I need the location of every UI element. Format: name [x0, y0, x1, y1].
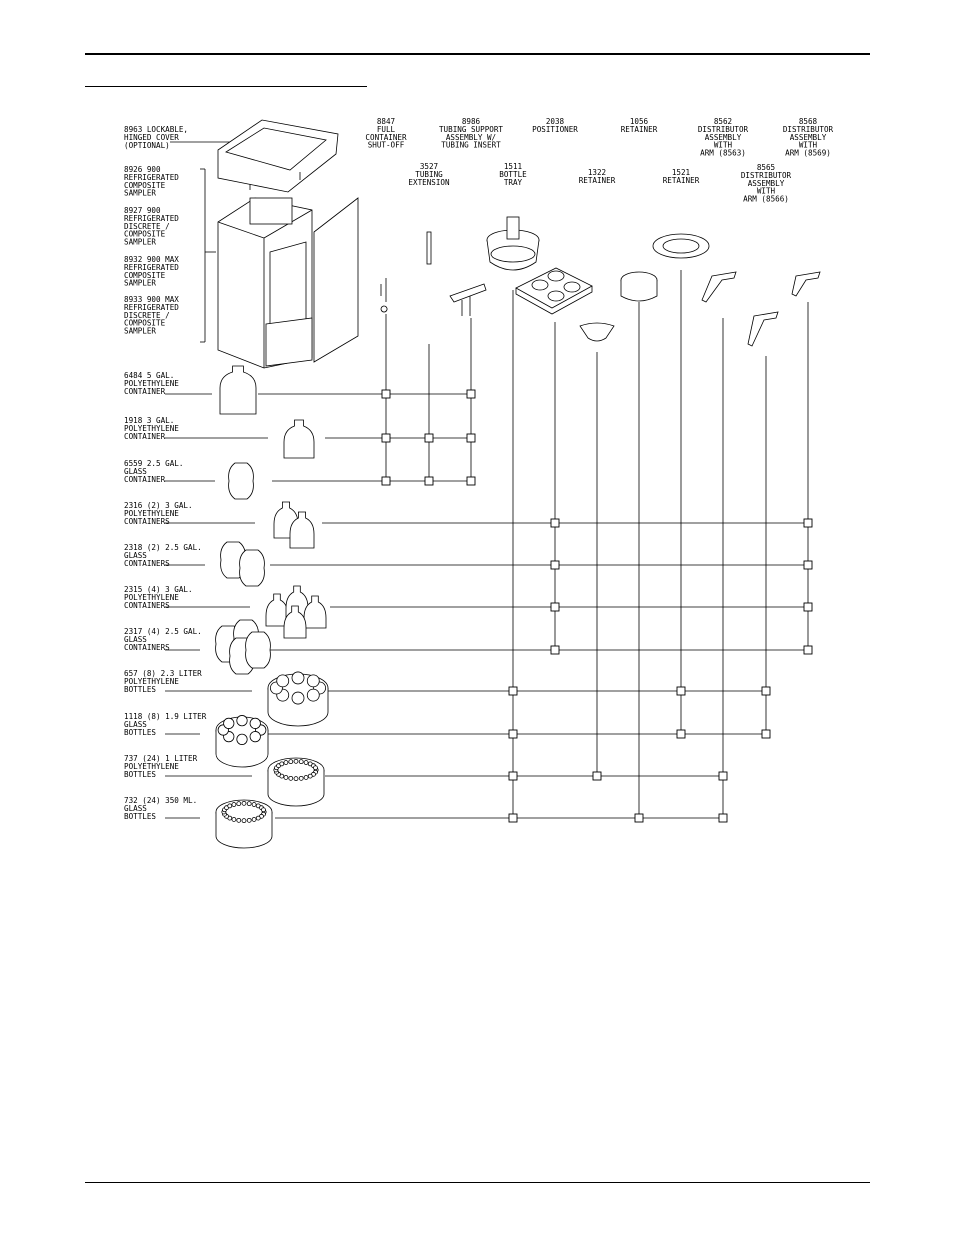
sampler-vent-drawing	[266, 318, 312, 366]
node-732-8562	[719, 814, 727, 822]
container-1118-drawing-bottle-1	[250, 731, 260, 741]
container-6559-drawing	[229, 463, 254, 499]
container-label-6484: 6484 5 GAL. POLYETHYLENE CONTAINER	[124, 371, 179, 396]
container-label-1918: 1918 3 GAL. POLYETHYLENE CONTAINER	[124, 416, 179, 441]
accessory-label-2038: 2038 POSITIONER	[532, 117, 578, 134]
retainer-1322-drawing	[580, 323, 614, 341]
container-737-drawing-bottle-3	[308, 774, 312, 778]
node-2316-8568	[804, 519, 812, 527]
part-drawings	[216, 120, 820, 848]
container-732-drawing-bottle-4	[252, 817, 256, 821]
retainer-1056-body	[621, 280, 657, 301]
container-732-drawing-bottle-20	[252, 803, 256, 807]
container-737-drawing-bottle-23	[313, 766, 317, 770]
accessory-label-1521: 1521 RETAINER	[662, 168, 700, 185]
container-737-drawing-bottle-17	[289, 760, 293, 764]
container-657-drawing-bottle-6	[292, 672, 304, 684]
container-657-drawing-bottle-1	[307, 689, 319, 701]
node-732-1511	[509, 814, 517, 822]
container-732-drawing-bottle-23	[261, 808, 265, 812]
node-2318-2038	[551, 561, 559, 569]
container-732-drawing-bottle-15	[228, 804, 232, 808]
sampler-door-drawing	[314, 198, 358, 362]
node-737-1511	[509, 772, 517, 780]
container-732-drawing-bottle-7	[237, 818, 241, 822]
container-737-drawing-bottle-4	[304, 775, 308, 779]
node-2316-2038	[551, 519, 559, 527]
container-6484-drawing	[220, 366, 256, 414]
container-732-drawing-bottle-18	[242, 801, 246, 805]
container-732-drawing-bottle-3	[256, 816, 260, 820]
container-1118-drawing-bottle-6	[237, 715, 247, 725]
container-label-657: 657 (8) 2.3 LITER POLYETHYLENE BOTTLES	[124, 669, 202, 694]
container-737-drawing-bottle-5	[299, 776, 303, 780]
container-label-2316: 2316 (2) 3 GAL. POLYETHYLENE CONTAINERS	[124, 501, 193, 526]
accessory-label-1056: 1056 RETAINER	[620, 117, 658, 134]
container-1918-drawing	[284, 420, 314, 458]
container-1118-drawing-bottle-2	[237, 734, 247, 744]
container-1118-drawing-bottle-7	[250, 718, 260, 728]
tubing-support-drawing	[450, 284, 486, 316]
node-2317-8568	[804, 646, 812, 654]
retainer-1521-inner	[663, 239, 699, 253]
container-737-drawing-bottle-19	[299, 760, 303, 764]
accessory-label-8986: 8986 TUBING SUPPORT ASSEMBLY W/ TUBING INSERT	[438, 117, 504, 150]
cover-label: 8963 LOCKABLE, HINGED COVER (OPTIONAL)	[124, 125, 189, 150]
distributor-8562-drawing	[702, 272, 736, 302]
node-1118-1521	[677, 730, 685, 738]
positioner-hole-4	[564, 282, 580, 292]
container-732-drawing-bottle-8	[232, 817, 236, 821]
shutoff-drawing	[381, 278, 387, 312]
container-657-drawing-bottle-5	[277, 675, 289, 687]
node-6484-8986	[467, 390, 475, 398]
container-label-2317: 2317 (4) 2.5 GAL. GLASS CONTAINERS	[124, 627, 202, 652]
container-label-2318: 2318 (2) 2.5 GAL. GLASS CONTAINERS	[124, 543, 202, 568]
bottle-tray-handle	[507, 217, 519, 239]
container-2317-drawing-d	[246, 632, 271, 668]
sampler-model-label-0: 8926 900 REFRIGERATED COMPOSITE SAMPLER	[124, 165, 179, 198]
accessory-label-8847: 8847 FULL CONTAINER SHUT-OFF	[365, 117, 407, 150]
node-1118-8565	[762, 730, 770, 738]
container-label-1118: 1118 (8) 1.9 LITER GLASS BOTTLES	[124, 712, 207, 737]
node-6484-8847	[382, 390, 390, 398]
container-2318-drawing-b	[240, 550, 265, 586]
node-2315-8568	[804, 603, 812, 611]
container-label-6559: 6559 2.5 GAL. GLASS CONTAINER	[124, 459, 184, 484]
container-label-737: 737 (24) 1 LITER POLYETHYLENE BOTTLES	[124, 754, 198, 779]
node-2318-8568	[804, 561, 812, 569]
container-737-drawing-bottle-15	[280, 762, 284, 766]
distributor-8565-drawing	[748, 312, 778, 346]
node-6559-8847	[382, 477, 390, 485]
container-label-2315: 2315 (4) 3 GAL. POLYETHYLENE CONTAINERS	[124, 585, 193, 610]
container-732-drawing-bottle-19	[247, 802, 251, 806]
sampler-model-label-3: 8933 900 MAX REFRIGERATED DISCRETE / COMPOSITE SAMPLER	[124, 295, 179, 336]
sampler-model-label-1: 8927 900 REFRIGERATED DISCRETE / COMPOSITE SAMPLER	[124, 206, 179, 247]
container-737-drawing-bottle-20	[304, 761, 308, 765]
tubing-extension-drawing	[427, 232, 431, 264]
container-732-drawing-bottle-17	[237, 802, 241, 806]
node-737-1322	[593, 772, 601, 780]
positioner-hole-1	[532, 280, 548, 290]
bottle-tray-ring	[491, 246, 535, 262]
node-732-1056	[635, 814, 643, 822]
node-1918-8986	[467, 434, 475, 442]
accessory-label-1511: 1511 BOTTLE TRAY	[499, 162, 527, 187]
node-2315-2038	[551, 603, 559, 611]
accessory-label-3527: 3527 TUBING EXTENSION	[408, 162, 450, 187]
container-732-drawing-bottle-5	[247, 818, 251, 822]
sampler-model-label-2: 8932 900 MAX REFRIGERATED COMPOSITE SAMPLER	[124, 255, 179, 288]
node-737-8562	[719, 772, 727, 780]
positioner-hole-2	[548, 271, 564, 281]
accessory-label-8562: 8562 DISTRIBUTOR ASSEMBLY WITH ARM (8563)	[697, 117, 749, 158]
container-737-drawing-bottle-18	[294, 759, 298, 763]
node-1918-3527	[425, 434, 433, 442]
container-657-drawing-bottle-2	[292, 692, 304, 704]
node-6559-3527	[425, 477, 433, 485]
node-657-1521	[677, 687, 685, 695]
node-657-1511	[509, 687, 517, 695]
sampler-controller-drawing	[250, 198, 292, 224]
accessory-label-1322: 1322 RETAINER	[578, 168, 616, 185]
container-label-732: 732 (24) 350 ML. GLASS BOTTLES	[124, 796, 198, 821]
distributor-8568-drawing	[792, 272, 820, 296]
node-1918-8847	[382, 434, 390, 442]
container-732-drawing-bottle-16	[232, 803, 236, 807]
container-737-drawing-bottle-8	[284, 775, 288, 779]
container-737-drawing-bottle-6	[294, 777, 298, 781]
positioner-hole-3	[548, 291, 564, 301]
node-657-8565	[762, 687, 770, 695]
node-2317-2038	[551, 646, 559, 654]
container-737-drawing-bottle-7	[289, 776, 293, 780]
node-6559-8986	[467, 477, 475, 485]
accessory-label-8568: 8568 DISTRIBUTOR ASSEMBLY WITH ARM (8569)	[782, 117, 834, 158]
container-1118-drawing-bottle-5	[224, 718, 234, 728]
node-1118-1511	[509, 730, 517, 738]
container-737-drawing-bottle-16	[284, 761, 288, 765]
container-732-drawing-bottle-6	[242, 819, 246, 823]
accessory-label-8565: 8565 DISTRIBUTOR ASSEMBLY WITH ARM (8566)	[740, 163, 792, 204]
container-657-drawing-bottle-7	[307, 675, 319, 687]
